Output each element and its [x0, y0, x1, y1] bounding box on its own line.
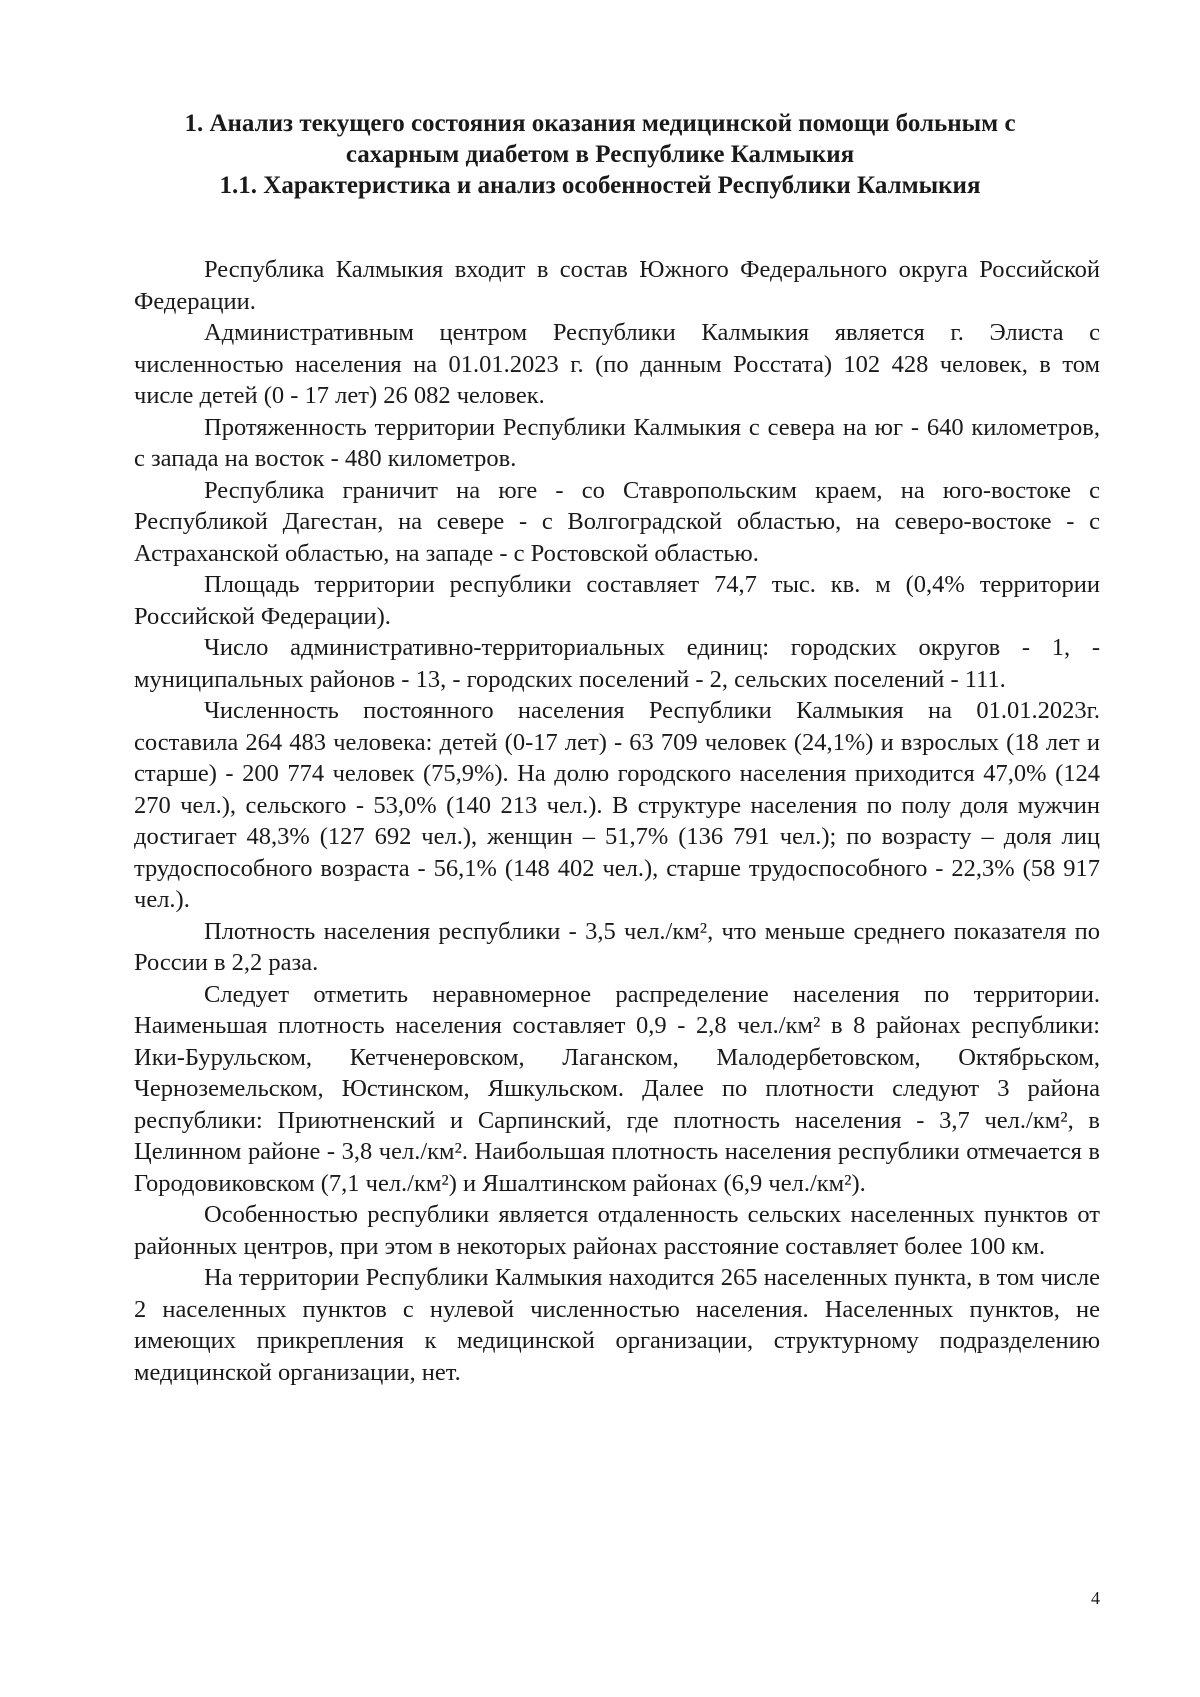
heading-line-3: 1.1. Характеристика и анализ особенностей Республики Калмыкия	[219, 172, 981, 199]
heading-line-2: сахарным диабетом в Республике Калмыкия	[345, 141, 855, 168]
page-number: 4	[1091, 1588, 1100, 1608]
paragraph-region-membership: Республика Калмыкия входит в состав Южного Федерального округа Российской Федерации.	[134, 256, 1100, 315]
paragraph-uneven-distribution: Следует отметить неравномерное распределение населения по территории. Наименьшая плотность населения составляет 0,9 - 2,8 чел./км² в 8 районах республики: Ики-Бурульском, Кетченеровском, Лаганском, Малодербетовском, Октябрьском, Черноземельском, Юстинском, Яшкульском. Далее по плотности следуют 3 района республики: Приютненский и Сарпинский, где плотность населения - 3,7 чел./км², в Целинном районе - 3,8 чел./км². Наибольшая плотность населения республики отмечается в Городовиковском (7,1 чел./км²) и Яшалтинском районах (6,9 чел./км²).	[134, 980, 1100, 1197]
paragraph-territory-extent: Протяженность территории Республики Калмыкия с севера на юг - 640 километров, с запада на восток - 480 километров.	[134, 413, 1100, 472]
paragraph-area: Площадь территории республики составляет 74,7 тыс. кв. м (0,4% территории Российской Федерации).	[134, 571, 1100, 630]
paragraph-remoteness: Особенностью республики является отдаленность сельских населенных пунктов от районных центров, при этом в некоторых районах расстояние составляет более 100 км.	[134, 1201, 1100, 1260]
paragraph-administrative-center: Административным центром Республики Калмыкия является г. Элиста с численностью населения на 01.01.2023 г. (по данным Росстата) 102 428 человек, в том числе детей (0 - 17 лет) 26 082 человек.	[134, 319, 1100, 409]
heading-line-1: 1. Анализ текущего состояния оказания медицинской помощи больным с	[184, 110, 1016, 137]
paragraph-settlements: На территории Республики Калмыкия находится 265 населенных пункта, в том числе 2 населенных пунктов с нулевой численностью населения. Населенных пунктов, не имеющих прикрепления к медицинской организации, структурному подразделению медицинской организации, нет.	[134, 1264, 1100, 1386]
paragraph-population: Численность постоянного населения Республики Калмыкия на 01.01.2023г. составила 264 483 человека: детей (0-17 лет) - 63 709 человек (24,1%) и взрослых (18 лет и старше) - 200 774 человек (75,9%). На долю городского населения приходится 47,0% (124 270 чел.), сельского - 53,0% (140 213 чел.). В структуре населения по полу доля мужчин достигает 48,3% (127 692 чел.), женщин – 51,7% (136 791 чел.); по возрасту – доля лиц трудоспособного возраста - 56,1% (148 402 чел.), старше трудоспособного - 22,3% (58 917 чел.).	[134, 697, 1100, 913]
body-text	[134, 254, 1100, 1388]
section-heading	[120, 108, 1080, 201]
paragraph-administrative-units: Число административно-территориальных единиц: городских округов - 1, - муниципальных районов - 13, - городских поселений - 2, сельских поселений - 111.	[134, 634, 1100, 693]
paragraph-borders: Республика граничит на юге - со Ставропольским краем, на юго-востоке с Республикой Дагестан, на севере - с Волгоградской областью, на северо-востоке - с Астраханской областью, на западе - с Ростовской областью.	[134, 476, 1100, 567]
paragraph-population-density: Плотность населения республики - 3,5 чел./км², что меньше среднего показателя по России в 2,2 раза.	[134, 917, 1100, 976]
